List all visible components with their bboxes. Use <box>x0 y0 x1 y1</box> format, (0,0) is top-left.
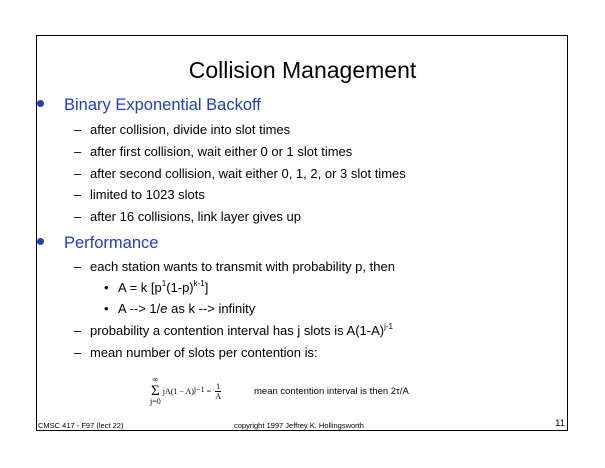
text-part: (1-p) <box>166 280 194 295</box>
list-item <box>74 144 352 160</box>
page-number: 11 <box>555 418 565 429</box>
dash-icon: – <box>74 144 82 159</box>
superscript: 1 <box>161 278 167 288</box>
sub-list-item <box>104 280 208 296</box>
sum-lower-limit: j=0 <box>150 397 161 406</box>
list-item <box>74 323 393 339</box>
dash-icon: – <box>74 209 82 224</box>
superscript: k-1 <box>193 278 205 288</box>
text-part: ] <box>204 280 209 295</box>
list-item <box>74 209 301 225</box>
slide-title: Collision Management <box>188 57 417 83</box>
list-item-text: mean number of slots per contention is: <box>90 345 318 360</box>
text-part: A = k [p <box>118 280 162 295</box>
sub-list-item <box>104 301 255 317</box>
list-item <box>74 166 406 182</box>
list-item-text: probability a contention interval has j slots is A(1-A) <box>90 323 385 338</box>
fraction-numerator: 1 <box>216 381 221 391</box>
superscript: j-1 <box>384 321 393 331</box>
formula-body: jA(1 − A) <box>162 386 194 396</box>
dash-icon: – <box>74 187 82 202</box>
bullet-icon: • <box>104 280 109 295</box>
dash-icon: – <box>74 166 82 181</box>
formula-equals: = <box>204 386 214 396</box>
section-heading: Binary Exponential Backoff <box>64 96 261 114</box>
summation <box>150 376 161 406</box>
footer-copyright: copyright 1997 Jeffrey K. Hollingsworth <box>234 421 364 430</box>
list-item <box>74 259 395 275</box>
italic-e: e <box>160 301 168 316</box>
list-item <box>74 187 205 203</box>
bullet-binary-exponential-backoff <box>37 95 261 115</box>
list-item <box>74 122 290 138</box>
list-item-text: each station wants to transmit with probability p, then <box>90 259 395 274</box>
footer-course: CMSC 417 - F97 (lect 22) <box>38 421 124 430</box>
sigma-icon: Σ <box>151 383 160 399</box>
dash-icon: – <box>74 122 82 137</box>
list-item-text: after 16 collisions, link layer gives up <box>90 209 301 224</box>
section-heading: Performance <box>64 234 159 252</box>
list-item-text: after first collision, wait either 0 or 1 slot times <box>90 144 353 159</box>
formula: ∞ Σ j=0 jA(1 − A) $^{j-1}$ = $\frac{1}{A}$ <box>150 375 222 406</box>
list-item-text: after second collision, wait either 0, 1, 2, or 3 slot times <box>90 166 406 181</box>
list-item-text: limited to 1023 slots <box>90 187 205 202</box>
list-item <box>74 345 318 361</box>
bullet-dot-icon <box>37 238 44 245</box>
text-part: A --> 1/ <box>118 301 161 316</box>
dash-icon: – <box>74 345 82 360</box>
bullet-performance <box>37 233 158 253</box>
text-part: as k --> infinity <box>167 301 256 316</box>
dash-icon: – <box>74 259 82 274</box>
dash-icon: – <box>74 323 82 338</box>
formula-note: mean contention interval is then 2τ/A <box>254 386 409 397</box>
sum-upper-limit: ∞ <box>152 375 159 384</box>
bullet-icon: • <box>104 301 109 316</box>
bullet-dot-icon <box>37 100 44 107</box>
formula-fraction <box>215 382 221 401</box>
list-item-text: after collision, divide into slot times <box>90 122 291 137</box>
fraction-denominator: A <box>215 391 222 401</box>
